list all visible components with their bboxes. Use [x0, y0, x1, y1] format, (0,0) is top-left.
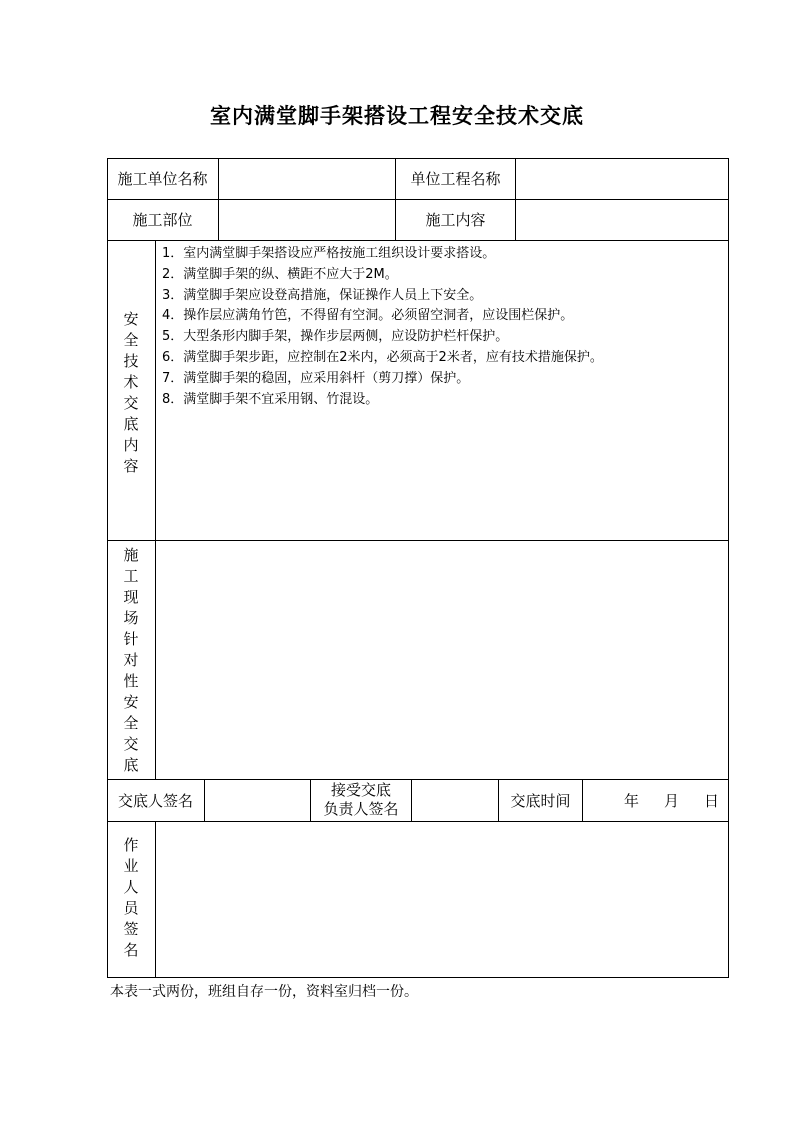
list-item: 4．操作层应满角竹笆，不得留有空洞。必须留空洞者，应设围栏保护。	[162, 308, 574, 324]
workers-signature-area[interactable]	[157, 822, 728, 977]
list-item: 2．满堂脚手架的纵、横距不应大于2M。	[162, 266, 398, 282]
discloser-signature-label: 交底人签名	[117, 791, 193, 810]
disclosure-time-label: 交底时间	[510, 791, 571, 810]
project-name-label: 单位工程名称	[410, 170, 501, 188]
construction-part-label: 施工部位	[132, 211, 193, 229]
list-item: 8．满堂脚手架不宜采用钢、竹混设。	[162, 391, 379, 407]
discloser-signature-field[interactable]	[205, 779, 310, 821]
construction-content-field[interactable]	[516, 199, 729, 240]
grid-line	[155, 240, 156, 779]
receiver-signature-label: 接受交底 负责人签名	[323, 781, 399, 818]
list-item: 1．室内满堂脚手架搭设应严格按施工组织设计要求搭设。	[162, 246, 496, 261]
unit-name-field[interactable]	[219, 158, 395, 199]
list-item: 3．满堂脚手架应设登高措施，保证操作人员上下安全。	[162, 287, 483, 303]
footer-note: 本表一式两份，班组自存一份，资料室归档一份。	[110, 984, 418, 1000]
receiver-signature-field[interactable]	[412, 779, 498, 821]
page-title: 室内满堂脚手架搭设工程安全技术交底	[210, 103, 584, 128]
site-specific-label: 施 工 现 场 针 对 性 安 全 交 底	[123, 546, 139, 774]
list-item: 6．满堂脚手架步距，应控制在2米内，必须高于2米者，应有技术措施保护。	[162, 349, 603, 365]
construction-part-field[interactable]	[219, 199, 395, 240]
safety-items-list	[162, 244, 603, 410]
site-specific-content-area[interactable]	[157, 541, 728, 778]
construction-content-label: 施工内容	[425, 211, 486, 229]
grid-line	[155, 821, 156, 978]
date-month: 月	[664, 792, 680, 810]
list-item: 5．大型条形内脚手架，操作步层两侧，应设防护栏杆保护。	[162, 329, 509, 345]
safety-content-label: 安 全 技 术 交 底 内 容	[123, 310, 139, 475]
date-year: 年	[624, 792, 640, 810]
list-item: 7．满堂脚手架的稳固，应采用斜杆（剪刀撑）保护。	[162, 370, 470, 386]
workers-signature-label: 作 业 人 员 签 名	[123, 836, 139, 959]
date-day: 日	[704, 792, 720, 810]
project-name-field[interactable]	[516, 158, 729, 199]
unit-name-label: 施工单位名称	[117, 170, 208, 188]
grid-line	[582, 779, 583, 821]
grid-line	[107, 240, 729, 241]
